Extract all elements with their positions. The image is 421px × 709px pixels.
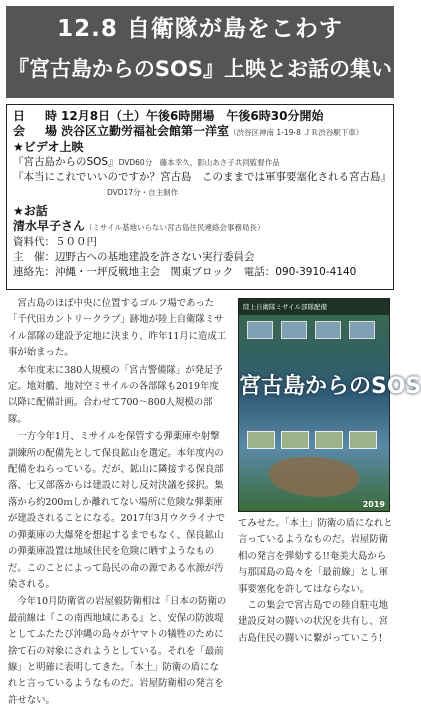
body-text-column <box>8 296 228 709</box>
poster-photo <box>281 431 309 449</box>
venue-note: （渋谷区神南 1-19-8 ＪＲ渋谷駅下車） <box>229 128 364 137</box>
host-label: 主 催 <box>13 251 45 263</box>
contact-value: ：沖縄・一坪反戦地主会 関東ブロック 電話：090-3910-4140 <box>44 266 357 278</box>
film-poster-image <box>238 298 421 512</box>
fee-label: 資料代： <box>13 236 55 248</box>
poster-photo <box>315 431 343 449</box>
event-info-box <box>6 104 394 290</box>
date-label: 日 時 <box>13 109 62 123</box>
continuation-text <box>238 516 394 647</box>
poster-photo <box>349 431 377 449</box>
video-heading-row <box>13 140 387 155</box>
poster-photo <box>247 431 275 449</box>
talk-heading-row <box>13 204 387 219</box>
continuation-paragraph-2: この集会で宮古島での陸自駐屯地建設反対の闘いの状況を共有し、宮古島住民の闘いに繋がっていこう! <box>238 600 389 644</box>
body-paragraph-1: 宮古島のほぼ中央に位置するゴルフ場であった「千代田カントリークラブ」跡地が陸上自衛隊ミサイル部隊の建設予定地に決まり、昨年11月に造成工事が始まった。 <box>8 298 227 359</box>
contact-row <box>13 265 387 280</box>
title-banner <box>6 6 394 98</box>
date-row <box>13 109 387 124</box>
banner-title-line2: 『宮古島からのSOS』上映とお話の集い <box>7 57 393 81</box>
poster-year: 2019 <box>362 500 385 509</box>
contact-label: 連絡先 <box>13 266 45 278</box>
banner-title-line1: 12.8 自衛隊が島をこわす <box>57 16 343 42</box>
speaker-role: （ミサイル基地いらない宮古島住民連絡会事務局長） <box>85 223 265 232</box>
video2-row <box>13 170 391 185</box>
speaker-name: 清水早子さん <box>13 219 86 233</box>
poster-thumbnail <box>315 321 341 339</box>
fee-row <box>13 235 387 250</box>
video2-title: 『本当にこれでいいのですか？宮古島 このままでは軍事要塞化される宮古島』 <box>13 171 391 183</box>
poster-title: 宮古島からのSOS <box>239 374 421 399</box>
venue-label: 会 場 <box>13 124 62 138</box>
speaker-row <box>13 219 387 235</box>
video1-row <box>13 155 387 170</box>
poster-thumbnail <box>349 321 375 339</box>
poster-thumbnail <box>281 321 307 339</box>
video-heading: ★ビデオ上映 <box>13 140 84 154</box>
talk-heading: ★お話 <box>13 204 48 218</box>
poster-island-aerial <box>269 457 359 497</box>
body-paragraph-4: 今年10月防衛省の岩屋毅防衛相は「日本の防衛の最前線は『この南西地域にある』と、安保の防波堤としてふたたび沖縄の島々がヤマトの犠牲のために捨て石の対象にされようとしている。それを「最前線」と明確に表明してきた。「本土」防衛の盾になれと言っているようなものだ。岩屋防衛相の発言を許せない。 <box>8 596 227 706</box>
body-paragraph-3: 一方今年1月、ミサイルを保管する弾薬庫や射撃訓練所の配備先として保良鉱山を選定。本年度内の配備をねらっている。だが、鉱山に隣接する保良部落、七又部落からは建設に対し反対決議を採択。集落から約200ｍしか離れてない場所に危険な弾薬庫が建設されることになる。2017年3月ウクライナでの弾薬庫の大爆発を想起するまでもなく、保良鉱山の弾薬庫設置は地域住民を危険に晒すようなものだ。このことによって島民の命の源である水源が汚染される。 <box>8 431 226 590</box>
poster-thumbnail <box>247 321 273 339</box>
continuation-paragraph-1: てみせた。「本土」防衛の盾になれと言っているようなものだ。岩屋防衛相の発言を弾劾する!!奄美大島から与那国島の島々を「最前線」とし軍事要塞化を許してはならない。 <box>238 518 393 595</box>
venue-row <box>13 124 387 140</box>
venue-value: 渋谷区立勤労福祉会館第一洋室 <box>61 124 230 138</box>
video2-meta-row <box>13 185 387 200</box>
host-row <box>13 250 387 265</box>
fee-value: ５００円 <box>55 236 97 248</box>
body-paragraph-2: 本年度末に380人規模の「宮古警備隊」が発足予定。地対艦、地対空ミサイルの各部隊も2019年度以降に配備計画。合わせて700〜800人規模の部隊。 <box>8 364 223 425</box>
video2-meta: DVD17分・自主制作 <box>107 188 179 197</box>
date-value: 12月8日（土）午後6時開場 午後6時30分開始 <box>61 109 324 123</box>
host-value: ：辺野古への基地建設を許さない実行委員会 <box>44 251 255 263</box>
poster-top-text: 陸上自衛隊ミサイル部隊配備 <box>239 299 389 315</box>
video1-meta: DVD60分 藤本幸久、影山あさ子共同監督作品 <box>118 158 280 167</box>
video1-title: 『宮古島からのSOS』 <box>13 156 119 168</box>
